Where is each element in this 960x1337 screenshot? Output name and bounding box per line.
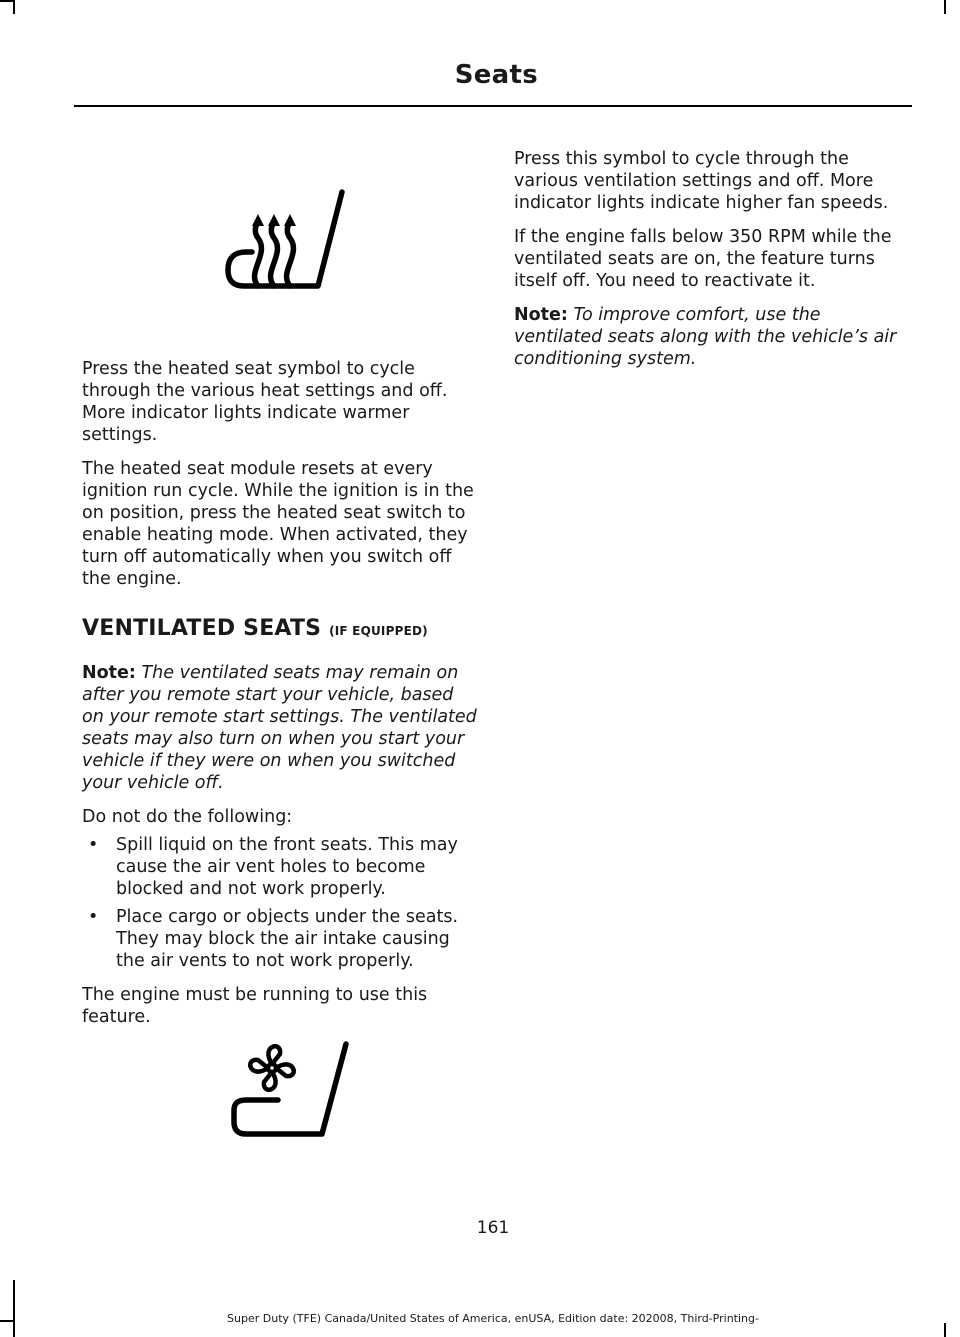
list-item	[82, 906, 477, 972]
warning-intro: Do not do the following:	[82, 807, 293, 827]
footer-edition: Super Duty (TFE) Canada/United States of America, enUSA, Edition date: 202008, Third-Printing-	[227, 1312, 759, 1325]
list-item-text: Spill liquid on the front seats. This may cause the air vent holes to become blocked and not work properly.	[116, 835, 458, 899]
comfort-note	[514, 304, 914, 370]
page-title: Seats	[454, 60, 538, 90]
heated-module-reset: The heated seat module resets at every ignition run cycle. While the ignition is in the on position, press the heated seat switch to enable heating mode. When activated, they turn off automatically when you switch off the engine.	[82, 459, 474, 589]
crop-mark-top-left-v	[13, 0, 15, 14]
crop-mark-top-right	[944, 0, 946, 14]
ventilated-note	[82, 662, 477, 794]
warning-list	[82, 834, 477, 972]
note-text: To improve comfort, use the ventilated seats along with the vehicle’s air conditioning system.	[514, 305, 897, 369]
crop-mark-bottom-left	[13, 1280, 15, 1337]
left-column	[82, 358, 477, 1040]
engine-requirement: The engine must be running to use this feature.	[82, 985, 428, 1027]
bullet-icon: •	[88, 907, 99, 927]
section-qualifier: (IF EQUIPPED)	[329, 624, 428, 638]
bullet-icon: •	[88, 835, 99, 855]
crop-mark-top-left	[0, 0, 14, 2]
note-label: Note:	[82, 663, 136, 683]
page-number: 161	[476, 1218, 510, 1238]
note-text: The ventilated seats may remain on after you remote start your vehicle, based on your remote start settings. The ventilated seats may also turn on when you start your vehicle if they were on when you switched your vehicle off.	[82, 663, 477, 793]
heated-instructions: Press the heated seat symbol to cycle through the various heat settings and off. More indicator lights indicate warmer settings.	[82, 359, 448, 445]
section-heading-text: VENTILATED SEATS	[82, 616, 322, 641]
section-heading	[82, 618, 477, 642]
right-column	[514, 148, 914, 382]
list-item-text: Place cargo or objects under the seats. They may block the air intake causing the air vents to not work properly.	[116, 907, 459, 971]
crop-mark-bottom-right	[944, 1323, 946, 1337]
ventilated-seat-icon	[230, 1038, 354, 1142]
heated-seat-icon	[222, 186, 350, 302]
rpm-info: If the engine falls below 350 RPM while the ventilated seats are on, the feature turns itself off. You need to reactivate it.	[514, 227, 892, 291]
ventilation-instructions: Press this symbol to cycle through the various ventilation settings and off. More indicator lights indicate higher fan speeds.	[514, 149, 889, 213]
note-label: Note:	[514, 305, 568, 325]
list-item	[82, 834, 477, 900]
header-divider	[74, 105, 912, 107]
